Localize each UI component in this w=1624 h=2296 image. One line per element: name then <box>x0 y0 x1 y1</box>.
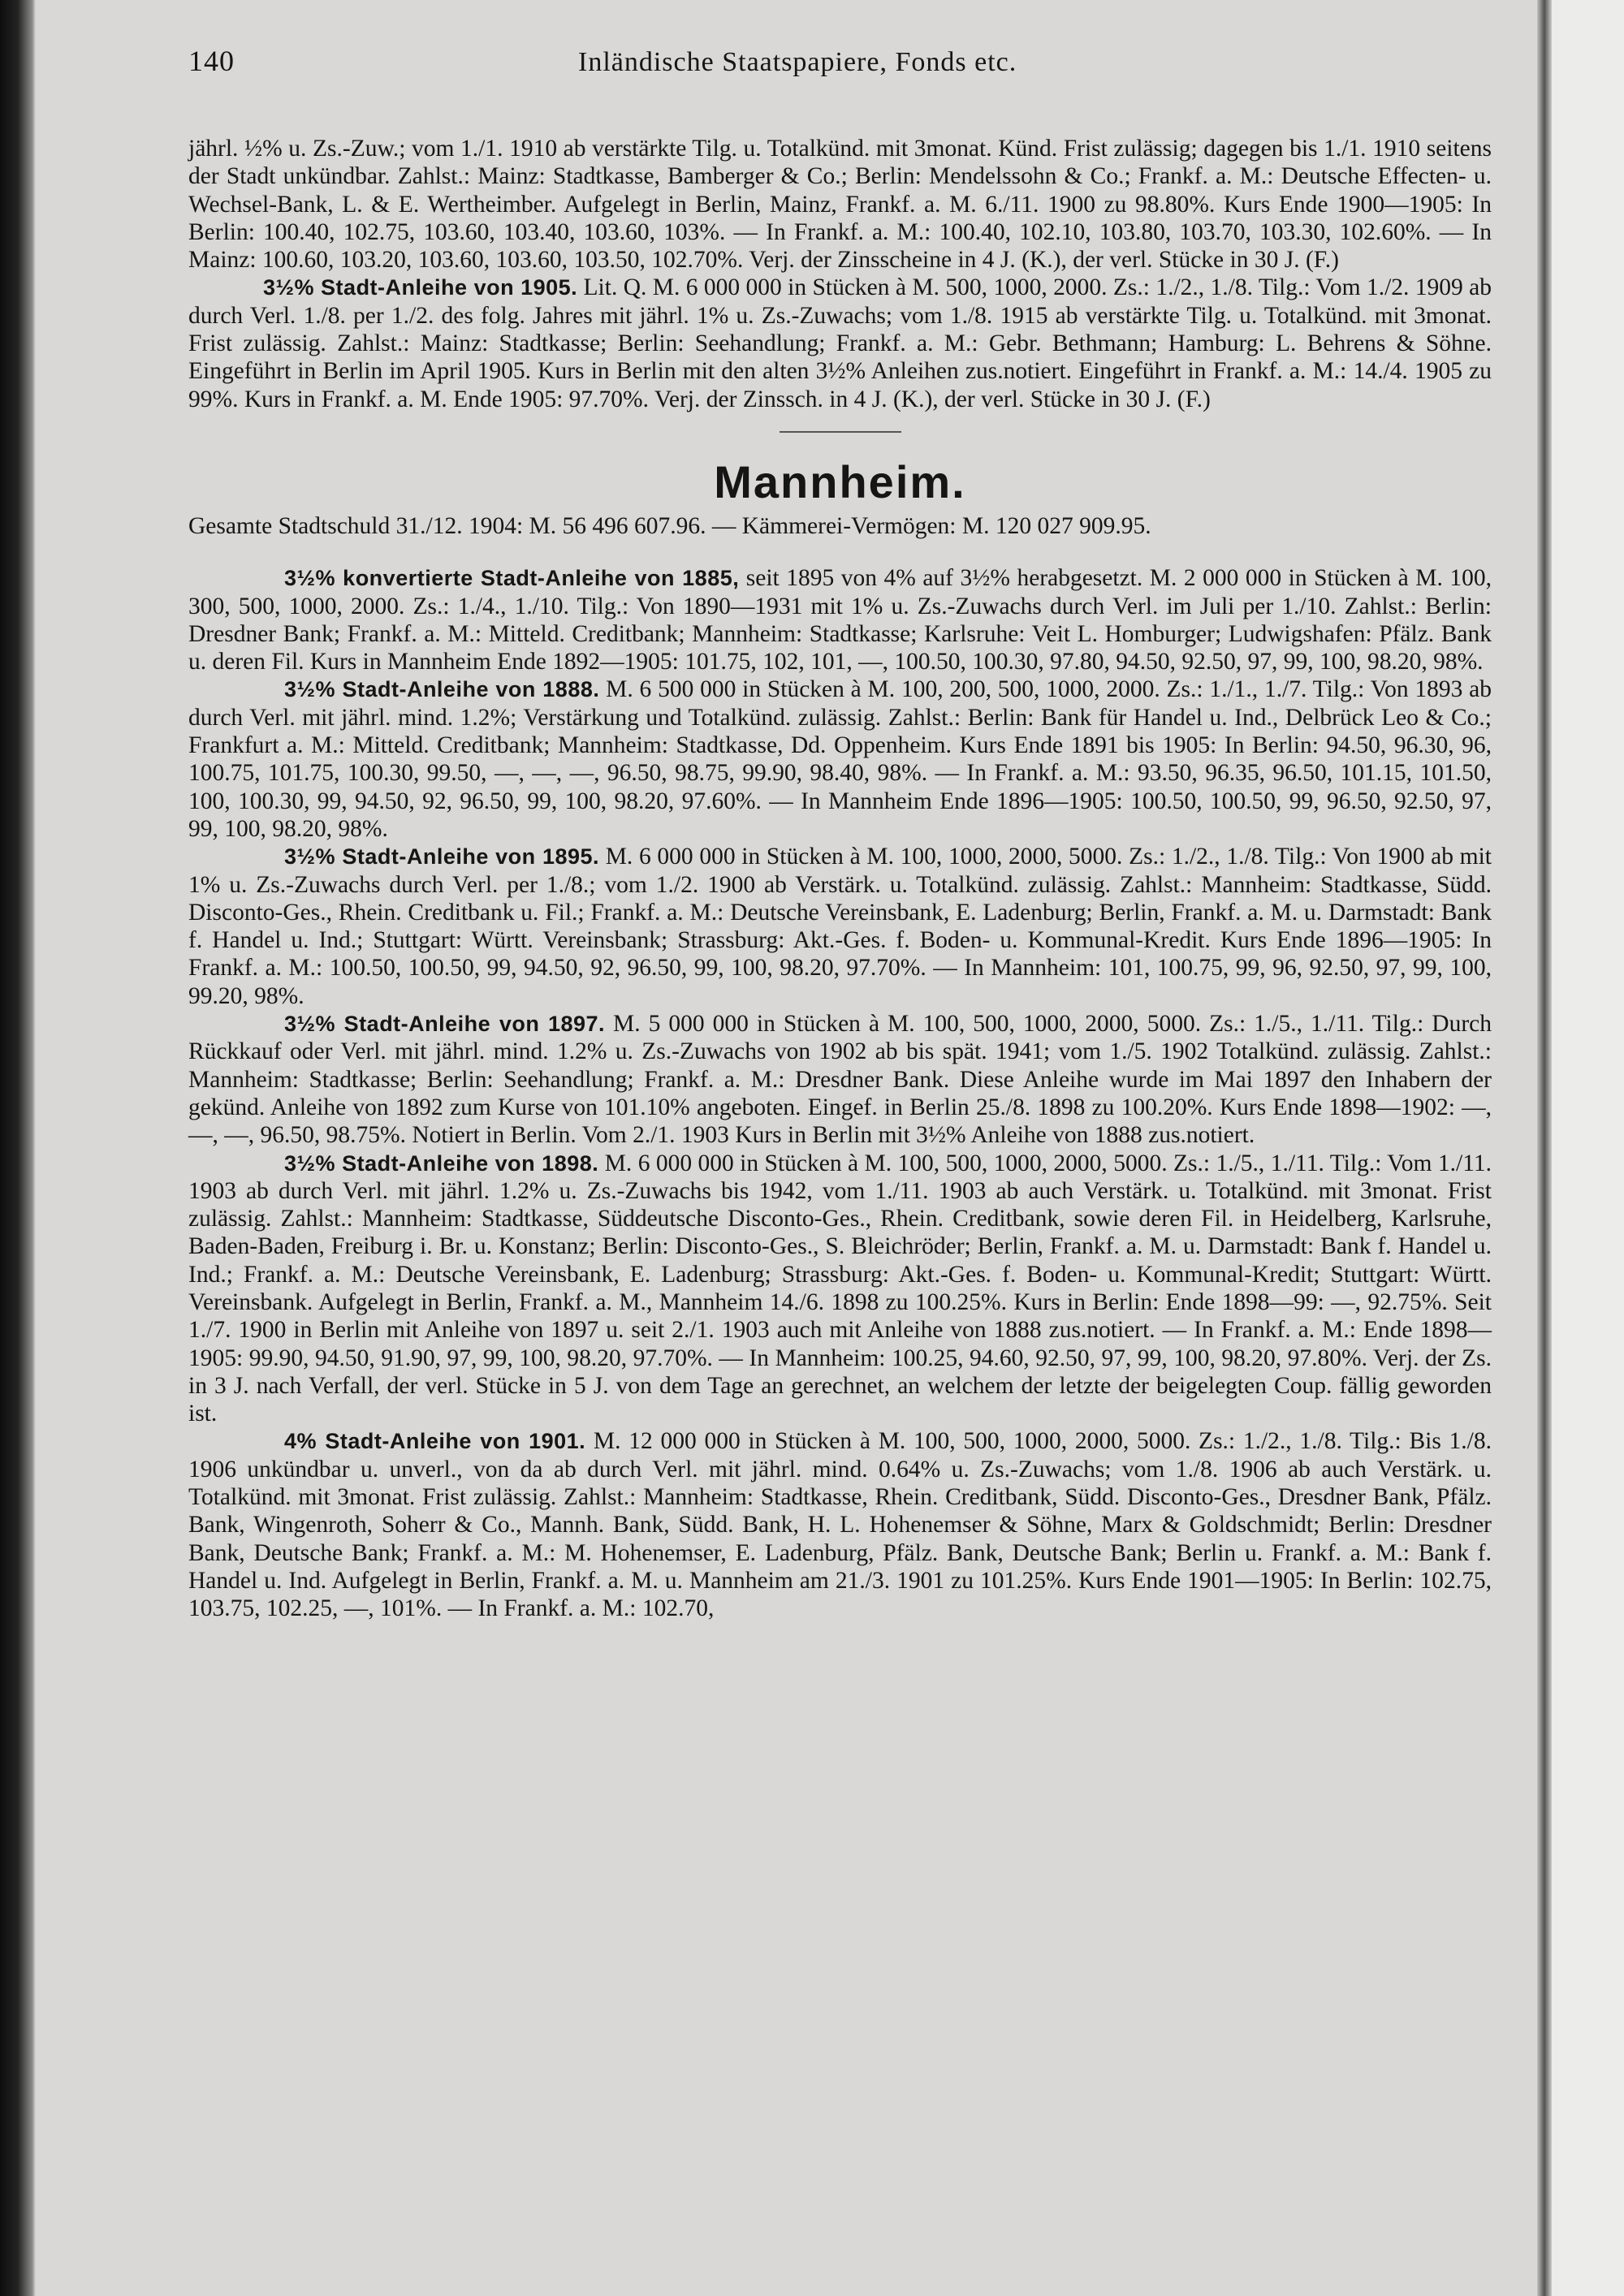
page-number: 140 <box>188 45 235 77</box>
entry-text: M. 12 000 000 in Stücken à M. 100, 500, 1000, 2000, 5000. Zs.: 1./2., 1./8. Tilg.: Bis 1./8. 1906 unkündbar u. unverl., von da ab durch Verl. mit jährl. mind. 0.64% u. Zs.-Zuwachs; vom 1./8. 1906 ab auch Verstärk. u. Totalkünd. mit 3monat. Frist zulässig. Zahlst.: Mannheim: Stadtkasse, Rhein. Creditbank, Südd. Disconto-Ges., Dresdner Bank, Pfälz. Bank, Wingenroth, Soherr & Co., Mannh. Bank, Südd. Bank, H. L. Hohenemser & Söhne, Marx & Goldschmidt; Berlin: Dresdner Bank, Deutsche Bank; Frankf. a. M.: M. Hohenemser, E. Ladenburg, Pfälz. Bank, Deutsche Bank; Berlin u. Frankf. a. M.: Bank f. Handel u. Ind. Aufgelegt in Berlin, Frankf. a. M. u. Mannheim am 21./3. 1901 zu 101.25%. Kurs Ende 1901—1905: In Berlin: 102.75, 103.75, 102.25, —, 101%. — In Frankf. a. M.: 102.70, <box>188 1428 1492 1622</box>
entry-1895 <box>188 843 1492 1010</box>
page-header <box>188 47 1492 88</box>
entry-1888 <box>188 675 1492 843</box>
entry-text: M. 5 000 000 in Stücken à M. 100, 500, 1000, 2000, 5000. Zs.: 1./5., 1./11. Tilg.: Durch Rückkauf oder Verl. mit jährl. mind. 1.2% u. Zs.-Zuwachs von 1902 ab bis spät. 1941; vom 1./5. 1902 Totalkünd. zulässig. Zahlst.: Mannheim: Stadtkasse; Berlin: Seehandlung; Frankf. a. M.: Dresdner Bank. Diese Anleihe wurde im Mai 1897 den Inhabern der gekünd. Anleihe von 1892 zum Kurse von 101.10% angeboten. Eingef. in Berlin 25./8. 1898 zu 100.20%. Kurs Ende 1898—1902: —, —, —, 96.50, 98.75%. Notiert in Berlin. Vom 2./1. 1903 Kurs in Berlin mit 3½% Anleihe von 1888 zus.notiert. <box>188 1011 1492 1149</box>
entry-text: M. 6 500 000 in Stücken à M. 100, 200, 500, 1000, 2000. Zs.: 1./1., 1./7. Tilg.: Von 1893 ab durch Verl. mit jährl. mind. 1.2%; Verstärkung und Totalkünd. zulässig. Zahlst.: Berlin: Bank für Handel u. Ind., Delbrück Leo & Co.; Frankfurt a. M.: Mitteld. Creditbank; Mannheim: Stadtkasse, Dd. Oppenheim. Kurs Ende 1891 bis 1905: In Berlin: 94.50, 96.30, 96, 100.75, 101.75, 100.30, 99.50, —, —, —, 96.50, 98.75, 99.90, 98.40, 98%. — In Frankf. a. M.: 93.50, 96.35, 96.50, 101.15, 101.50, 100, 100.30, 99, 94.50, 92, 96.50, 99, 100, 98.20, 97.60%. — In Mannheim Ende 1896—1905: 100.50, 100.50, 99, 96.50, 92.50, 97, 99, 100, 98.20, 98%. <box>188 676 1492 842</box>
entry-text: M. 6 000 000 in Stücken à M. 100, 500, 1000, 2000, 5000. Zs.: 1./5., 1./11. Tilg.: Vom 1./11. 1903 ab durch Verl. mit jährl. 1.2% u. Zs.-Zuwachs bis 1942, vom 1./11. 1903 ab auch Verstärk. u. Totalkünd. mit 3monat. Frist zulässig. Zahlst.: Mannheim: Stadtkasse, Süddeutsche Disconto-Ges., Rhein. Creditbank, sowie deren Fil. in Heidelberg, Karlsruhe, Baden-Baden, Freiburg i. Br. u. Konstanz; Berlin: Disconto-Ges., S. Bleichröder; Berlin, Frankf. a. M. u. Darmstadt: Bank f. Handel u. Ind.; Frankf. a. M.: Deutsche Vereinsbank, E. Ladenburg; Strassburg: Akt.-Ges. f. Boden- u. Kommunal-Kredit; Stuttgart: Württ. Vereinsbank. Aufgelegt in Berlin, Frankf. a. M., Mannheim 14./6. 1898 zu 100.25%. Kurs in Berlin: Ende 1898—99: —, 92.75%. Seit 1./7. 1900 in Berlin mit Anleihe von 1897 u. seit 2./1. 1903 auch mit Anleihe von 1888 zus.notiert. — In Frankf. a. M.: Ende 1898—1905: 99.90, 94.50, 91.90, 97, 99, 100, 98.20, 97.70%. — In Mannheim: 100.25, 94.60, 92.50, 97, 99, 100, 98.20, 97.80%. Verj. der Zs. in 3 J. nach Verfall, der verl. Stücke in 5 J. von dem Tage an gerechnet, an welchem der letzte der beigelegten Coup. fällig geworden ist. <box>188 1150 1492 1427</box>
entry-title: 4% Stadt-Anleihe von 1901. <box>284 1429 586 1454</box>
entry-title: 3½% konvertierte Stadt-Anleihe von 1885, <box>284 566 740 591</box>
entry-text: seit 1895 von 4% auf 3½% herabgesetzt. M. 2 000 000 in Stücken à M. 100, 300, 500, 1000, 2000. Zs.: 1./4., 1./10. Tilg.: Von 1890—1931 mit 1% u. Zs.-Zuwachs durch Verl. im Juli per 1./10. Zahlst.: Berlin: Dresdner Bank; Frankf. a. M.: Mitteld. Creditbank; Mannheim: Stadtkasse; Karlsruhe: Veit L. Homburger; Ludwigshafen: Pfälz. Bank u. deren Fil. Kurs in Mannheim Ende 1892—1905: 101.75, 102, 101, —, 100.50, 100.30, 97.80, 94.50, 92.50, 97, 99, 100, 98.20, 98%. <box>188 565 1492 675</box>
document-page <box>188 47 1492 1623</box>
entry-1897 <box>188 1010 1492 1149</box>
scan-margin <box>1552 0 1624 2296</box>
entry-1898 <box>188 1150 1492 1428</box>
section-summary: Gesamte Stadtschuld 31./12. 1904: M. 56 496 607.96. — Kämmerei-Vermögen: M. 120 027 909.95. <box>188 512 1151 539</box>
entry-1885 <box>188 564 1492 675</box>
scan-binding-shadow <box>0 0 36 2296</box>
entry-title: 3½% Stadt-Anleihe von 1888. <box>284 677 600 702</box>
entry-title: 3½% Stadt-Anleihe von 1905. <box>263 275 578 300</box>
section-divider <box>780 431 901 433</box>
running-title: Inländische Staatspapiere, Fonds etc. <box>578 47 1017 77</box>
entry-title: 3½% Stadt-Anleihe von 1897. <box>284 1012 606 1037</box>
entry-1905 <box>188 274 1492 412</box>
section-title: Mannheim. <box>714 455 966 507</box>
entry-title: 3½% Stadt-Anleihe von 1898. <box>284 1150 599 1176</box>
entry-text: M. 6 000 000 in Stücken à M. 100, 1000, 2000, 5000. Zs.: 1./2., 1./8. Tilg.: Von 1900 ab mit 1% u. Zs.-Zuwachs durch Verl. per 1./8.; vom 1./2. 1900 ab Verstärk. u. Totalkünd. zulässig. Zahlst.: Mannheim: Stadtkasse, Südd. Disconto-Ges., Rhein. Creditbank u. Fil.; Frankf. a. M.: Deutsche Vereinsbank, E. Ladenburg; Berlin, Frankf. a. M. u. Darmstadt: Bank f. Handel u. Ind.; Stuttgart: Württ. Vereinsbank; Strassburg: Akt.-Ges. f. Boden- u. Kommunal-Kredit. Kurs Ende 1896—1905: In Frankf. a. M.: 100.50, 100.50, 99, 94.50, 92, 96.50, 99, 100, 98.20, 97.70%. — In Mannheim: 101, 100.75, 99, 96, 92.50, 97, 99, 100, 99.20, 98%. <box>188 844 1492 1009</box>
entry-text: Lit. Q. M. 6 000 000 in Stücken à M. 500, 1000, 2000. Zs.: 1./2., 1./8. Tilg.: Vom 1./2. 1909 ab durch Verl. 1./8. per 1./2. des folg. Jahres mit jährl. 1% u. Zs.-Zuwachs; vom 1./8. 1915 ab verstärkte Tilg. u. Totalkünd. mit 3monat. Frist zulässig. Zahlst.: Mainz: Stadtkasse; Berlin: Seehandlung; Frankf. a. M.: Gebr. Bethmann; Hamburg: L. Behrens & Söhne. Eingeführt in Berlin im April 1905. Kurs in Berlin mit den alten 3½% Anleihen zus.notiert. Eingeführt in Frankf. a. M.: 14./4. 1905 zu 99%. Kurs in Frankf. a. M. Ende 1905: 97.70%. Verj. der Zinssch. in 4 J. (K.), der verl. Stücke in 30 J. (F.) <box>188 274 1492 412</box>
continuation-paragraph: jährl. ½% u. Zs.-Zuw.; vom 1./1. 1910 ab verstärkte Tilg. u. Totalkünd. mit 3monat. Künd. Frist zulässig; dagegen bis 1./1. 1910 seitens der Stadt unkündbar. Zahlst.: Mainz: Stadtkasse, Bamberger & Co.; Berlin: Mendelssohn & Co.; Frankf. a. M.: Deutsche Effecten- u. Wechsel-Bank, L. & E. Wertheimber. Aufgelegt in Berlin, Mainz, Frankf. a. M. 6./11. 1900 zu 98.80%. Kurs Ende 1900—1905: In Berlin: 100.40, 102.75, 103.60, 103.40, 103.60, 103%. — In Frankf. a. M.: 100.40, 102.10, 103.80, 103.70, 103.30, 102.60%. — In Mainz: 100.60, 103.20, 103.60, 103.60, 103.50, 102.70%. Verj. der Zinsscheine in 4 J. (K.), der verl. Stücke in 30 J. (F.) <box>188 136 1492 274</box>
entry-title: 3½% Stadt-Anleihe von 1895. <box>284 844 600 870</box>
scan-page-edge <box>1537 0 1552 2296</box>
entry-1901 <box>188 1427 1492 1622</box>
